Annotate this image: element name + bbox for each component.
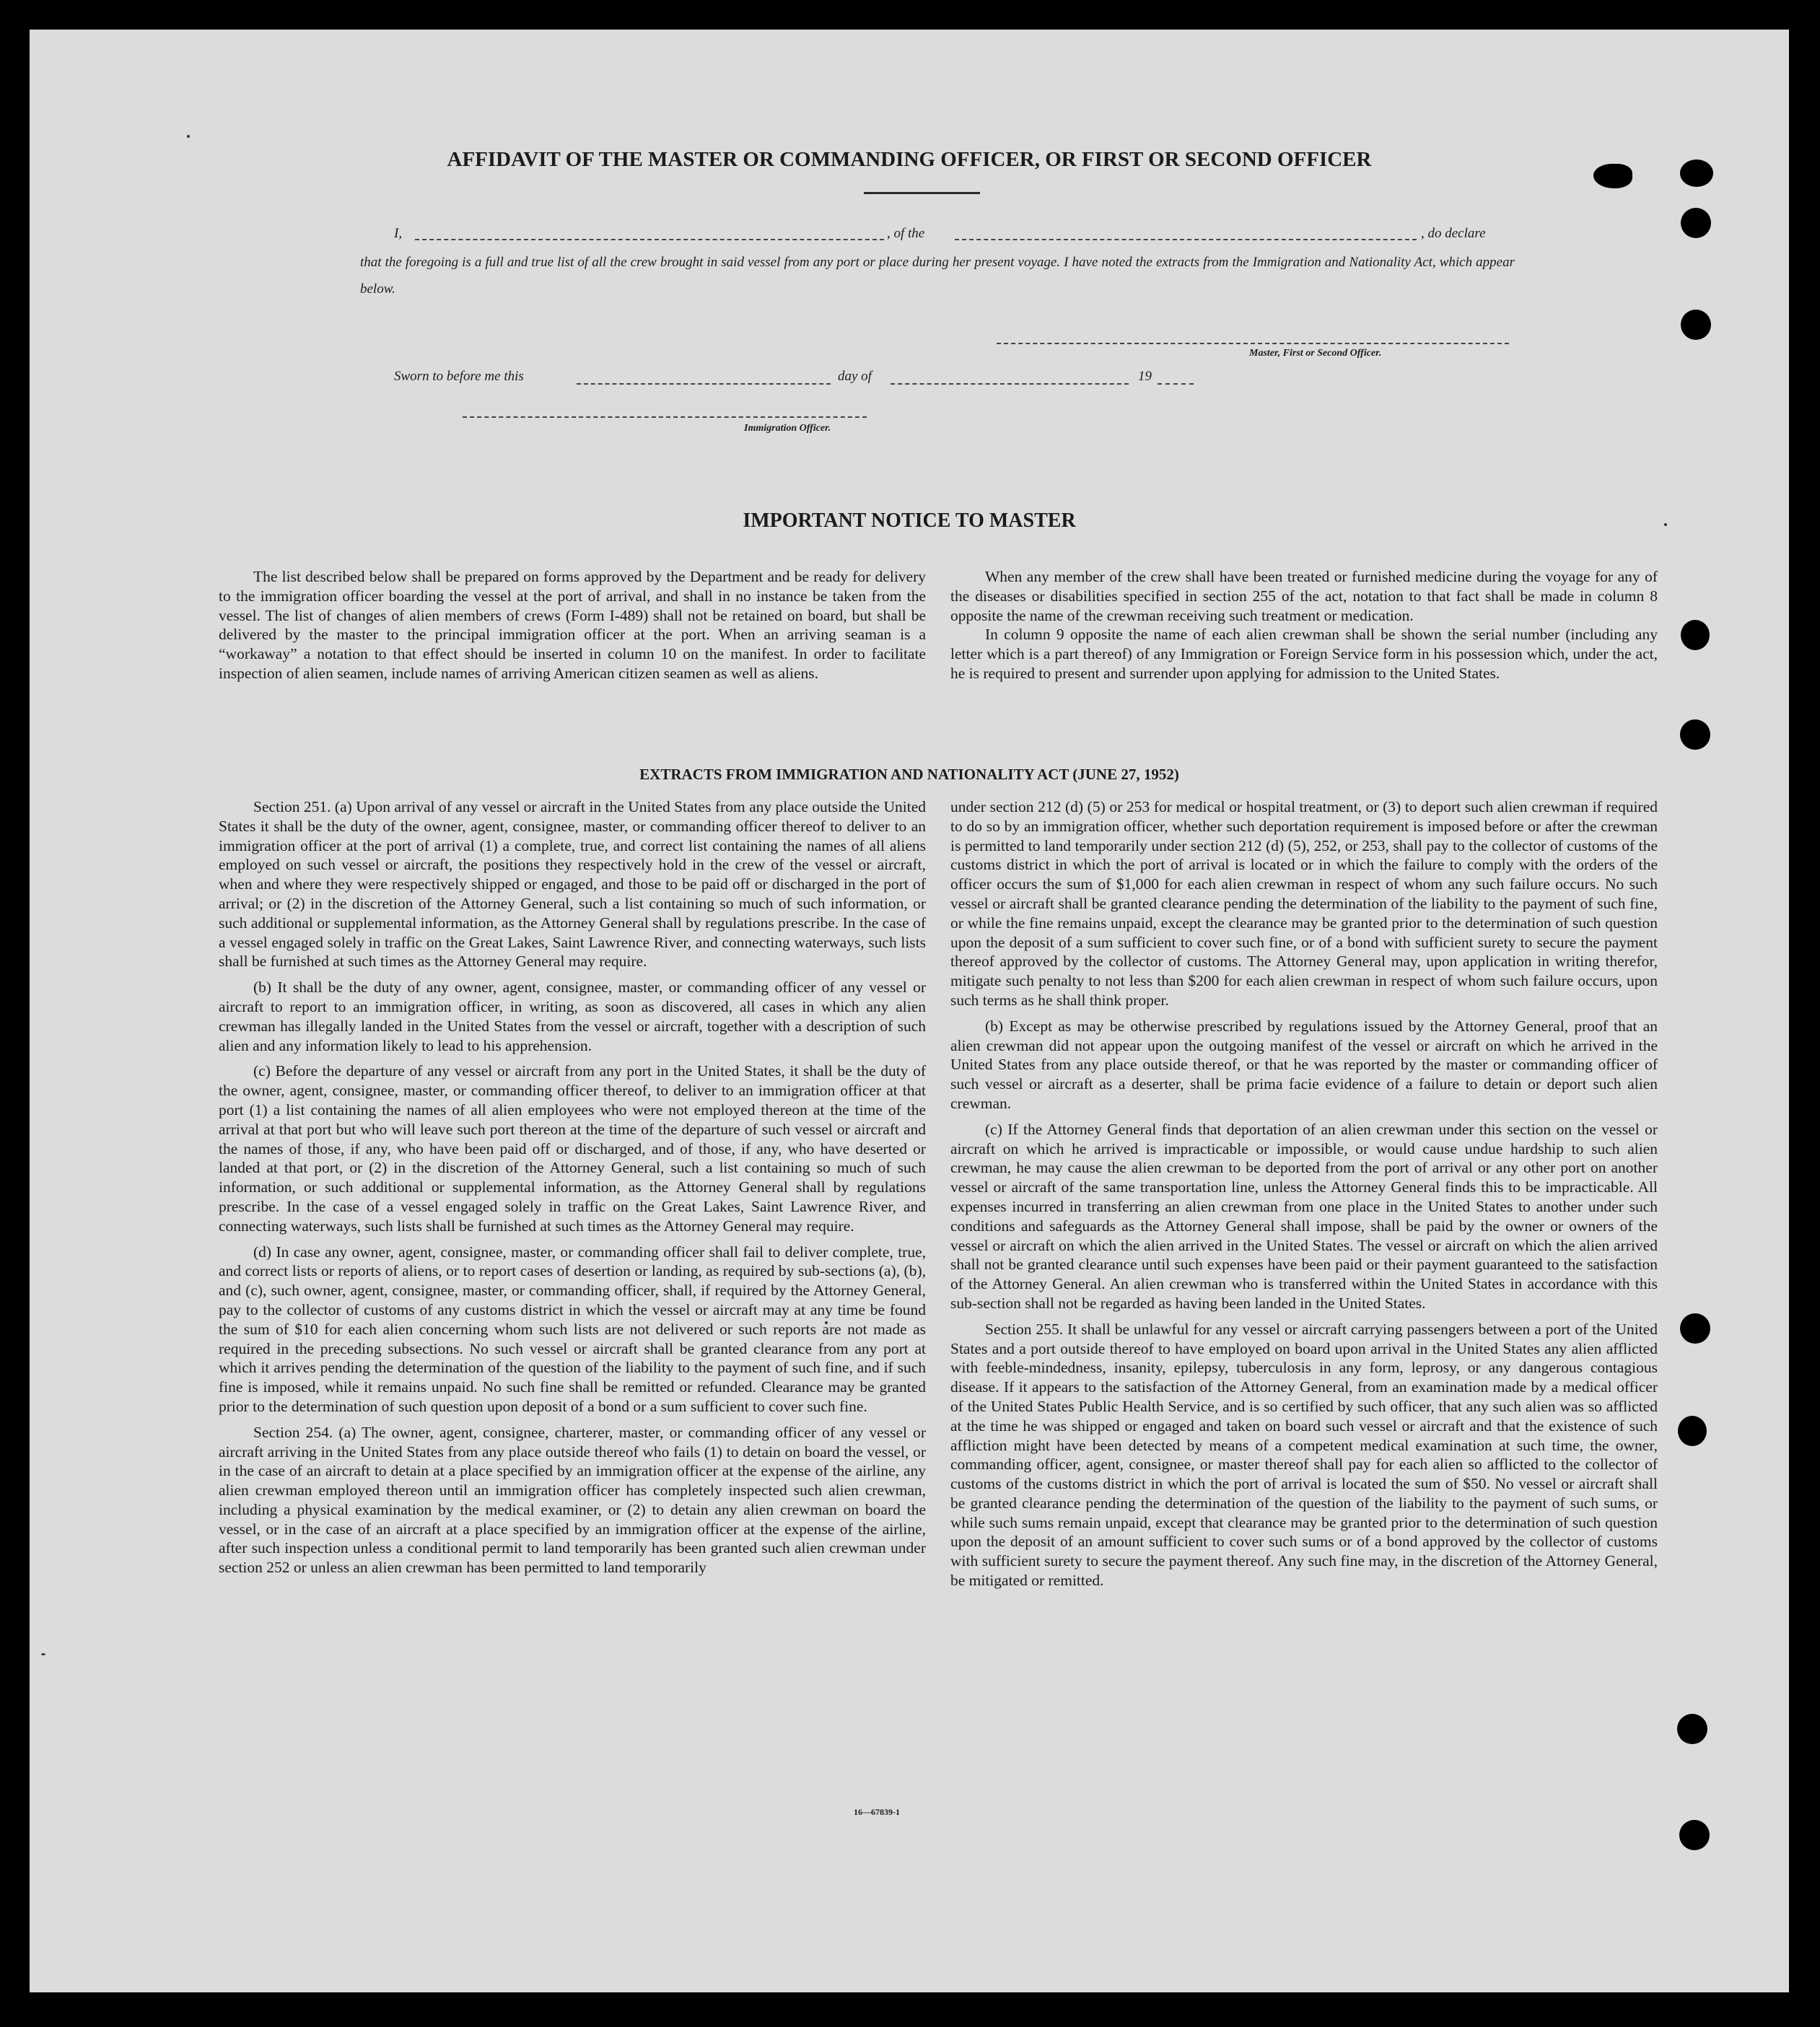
day-of-label: day of	[838, 369, 872, 384]
extracts-right-column	[950, 797, 1658, 1597]
affidavit-of-the-label: , of the	[887, 226, 925, 241]
notice-title: IMPORTANT NOTICE TO MASTER	[743, 509, 1076, 532]
extract-paragraph: Section 255. It shall be unlawful for any vessel or aircraft carrying passengers between a port of the United States and a port outside thereof to have employed on board upon arrival in the United States any alien afflicted with feeble-mindedness, insanity, epilepsy, tuberculosis in any form, leprosy, or any dangerous contagious disease. If it appears to the satisfaction of the Attorney General, from an examination made by a medical officer of the United States Public Health Service, and is so certified by such officer, that any such alien was so afflicted at the time he was shipped or engaged and taken on board such vessel or aircraft and that the existence of such affliction might have been detected by means of a competent medical examination at such time, the owner, commanding officer, agent, consignee, or master thereof shall pay for each alien so afflicted to the collector of customs of the customs district in which the port of arrival is located the sum of $50. No vessel or aircraft shall be granted clearance pending the determination of the question of the liability to the payment of such sums, or while such sums remain unpaid, except that clearance may be granted prior to the determination of such question upon the deposit of an amount sufficient to cover such sums or of a bond approved by the collector of customs with sufficient surety to secure the payment thereof. Any such fine may, in the discretion of the Attorney General, be mitigated or remitted.	[950, 1320, 1658, 1590]
notice-paragraph: When any member of the crew shall have been treated or furnished medicine during the voyage for any of the diseases or disabilities specified in section 255 of the act, notation to that fact shall be made in column 8 opposite the name of the crewman receiving such treatment or medication.	[950, 568, 1658, 624]
title-divider	[864, 192, 980, 194]
extract-paragraph: (c) Before the departure of any vessel or aircraft from any port in the United States, it shall be the duty of the owner, agent, consignee, master, or commanding officer thereof, to deliver to an immigration officer at that port (1) a list containing the names of all alien employees who were not employed thereon at the time of the arrival at that port but who will leave such port thereon at the time of the departure of such vessel or aircraft and the names of those, if any, who have been paid off or discharged, and of those, if any, who have deserted or landed at that port, or (2) in the discretion of the Attorney General, such a list containing so much of such information, or such additional or supplemental information, as the Attorney General shall by regulations prescribe. In the case of a vessel engaged solely in traffic on the Great Lakes, Saint Lawrence River, and connecting waterways, such lists shall be furnished at such times as the Attorney General may require.	[219, 1062, 926, 1235]
sworn-year-blank[interactable]	[1158, 383, 1194, 385]
extract-paragraph: (d) In case any owner, agent, consignee, master, or commanding officer shall fail to deliver complete, true, and correct lists or reports of aliens, or to report cases of desertion or landing, as required by sub-sections (a), (b), and (c), such owner, agent, consignee, master, or commanding officer, shall, if required by the Attorney General, pay to the collector of customs of any customs district in which the vessel or aircraft may at any time be found the sum of $10 for each alien concerning whom such lists are not delivered or such reports are not made as required in the preceding subsections. No such vessel or aircraft shall be granted clearance from any port at which it arrives pending the determination of the question of the liability to the payment of such fine, and if such fine is imposed, while it remains unpaid. No such fine shall be remitted or refunded. Clearance may be granted prior to the determination of such question upon deposit of a bond or a sum sufficient to cover such fine.	[219, 1243, 926, 1415]
notice-paragraph: The list described below shall be prepared on forms approved by the Department and be ready for delivery to the immigration officer boarding the vessel at the port of arrival, and shall in no instance be taken from the vessel. The list of changes of alien members of crews (Form I-489) shall not be retained on board, but shall be delivered by the master to the principal immigration officer at the port. When an arriving seaman is a “workaway” a notation to that effect should be inserted in column 10 on the manifest. In order to facilitate inspection of alien seamen, include names of arriving American citizen seamen as well as aliens.	[219, 568, 926, 682]
punch-hole	[1680, 1313, 1710, 1344]
notice-paragraph: In column 9 opposite the name of each alien crewman shall be shown the serial number (including any letter which is a part thereof) of any Immigration or Foreign Service form in his possession which, under the act, he is required to present and surrender upon applying for admission to the United States.	[950, 626, 1658, 682]
extracts-title: EXTRACTS FROM IMMIGRATION AND NATIONALITY ACT (JUNE 27, 1952)	[639, 766, 1179, 783]
year-label: 19	[1138, 369, 1152, 384]
punch-hole	[1678, 1416, 1707, 1446]
notice-right-column	[950, 567, 1658, 690]
speck	[187, 135, 190, 138]
extracts-left-column	[219, 797, 926, 1584]
punch-hole	[1679, 1820, 1710, 1850]
affidavit-i-label: I,	[394, 226, 403, 241]
vessel-blank[interactable]	[955, 239, 1417, 240]
sworn-label: Sworn to before me this	[394, 369, 524, 384]
notice-left-column	[219, 567, 926, 690]
extract-paragraph: (b) It shall be the duty of any owner, agent, consignee, master, or commanding officer of any vessel or aircraft to report to an immigration officer, in writing, as soon as discovered, all cases in which any alien crewman has illegally landed in the United States from the vessel or aircraft, together with a description of such alien and any information likely to lead to his apprehension.	[219, 979, 926, 1054]
master-signature-label: Master, First or Second Officer.	[1249, 348, 1382, 359]
punch-hole	[1680, 719, 1710, 750]
extract-paragraph: (b) Except as may be otherwise prescribed by regulations issued by the Attorney General, proof that an alien crewman did not appear upon the outgoing manifest of the vessel or aircraft on which he arrived in the United States from any place outside thereof, or that he was reported by the master or commanding officer of such vessel or aircraft as a deserter, shall be prima facie evidence of a failure to detain or deport such alien crewman.	[950, 1017, 1658, 1112]
affidavit-title: AFFIDAVIT OF THE MASTER OR COMMANDING OFFICER, OR FIRST OR SECOND OFFICER	[447, 148, 1372, 171]
punch-hole	[1681, 620, 1710, 650]
extract-paragraph: (c) If the Attorney General finds that deportation of an alien crewman under this section on the vessel or aircraft on which he arrived is impracticable or impossible, or would cause undue hardship to such alien crewman, he may cause the alien crewman to be deported from the port of arrival or any other port on another vessel or aircraft of the same transportation line, unless the Attorney General finds this to be impracticable. All expenses incurred in transferring an alien crewman from one place in the United States to another under such conditions and safeguards as the Attorney General shall impose, shall be paid by the owner or owners of the vessel or aircraft on which the alien arrived in the United States. The vessel or aircraft on which the alien arrived shall not be granted clearance until such expenses have been paid or their payment guaranteed to the satisfaction of the Attorney General. An alien crewman who is transferred within the United States in accordance with this sub-section shall not be regarded as having been landed in the United States.	[950, 1120, 1658, 1312]
officer-signature-label: Immigration Officer.	[744, 423, 831, 434]
master-signature-line[interactable]	[997, 343, 1509, 344]
sworn-day-blank[interactable]	[577, 383, 831, 385]
name-blank[interactable]	[415, 239, 884, 240]
affidavit-declaration: that the foregoing is a full and true list of all the crew brought in said vessel from any port or place during her present voyage. I have noted the extracts from the Immigration and Nationality Act, which appear below.	[360, 255, 1515, 297]
sworn-month-blank[interactable]	[891, 383, 1129, 385]
speck	[41, 1653, 45, 1655]
affidavit-do-declare-label: , do declare	[1421, 226, 1486, 241]
punch-hole	[1681, 310, 1711, 340]
extract-paragraph: Section 254. (a) The owner, agent, consignee, charterer, master, or commanding officer of any vessel or aircraft arriving in the United States from any place outside thereof who fails (1) to detain on board the vessel, or in the case of an aircraft to detain at a place specified by an immigration officer at the expense of the airline, any alien crewman employed thereon until an immigration officer has completely inspected such alien crewman, including a physical examination by the medical examiner, or (2) to detain any alien crewman on board the vessel, or in the case of an aircraft at a place specified by an immigration officer at the expense of the airline, after such inspection unless a conditional permit to land temporarily has been granted such alien crewman under section 252 or unless an alien crewman has been permitted to land temporarily	[219, 1423, 926, 1577]
extract-paragraph: Section 251. (a) Upon arrival of any vessel or aircraft in the United States from any place outside the United States it shall be the duty of the owner, agent, consignee, master, or commanding officer thereof to deliver to an immigration officer at the port of arrival (1) a complete, true, and correct list containing the names of all aliens employed on such vessel or aircraft, the positions they respectively hold in the crew of the vessel or aircraft, when and where they were respectively shipped or engaged, and those to be paid off or discharged in the port of arrival; or (2) in the discretion of the Attorney General, such a list containing so much of such information, or such additional or supplemental information, as the Attorney General shall by regulations prescribe. In the case of a vessel engaged solely in traffic on the Great Lakes, Saint Lawrence River, and connecting waterways, such lists shall be furnished at such times as the Attorney General may require.	[219, 798, 926, 971]
extract-paragraph: under section 212 (d) (5) or 253 for medical or hospital treatment, or (3) to deport such alien crewman if required to do so by an immigration officer, whether such deportation requirement is imposed before or after the crewman is permitted to land temporarily under section 212 (d) (5), 252, or 253, shall pay to the collector of customs of the customs district in which the port of arrival is located or in which the failure to comply with the orders of the officer occurs the sum of $1,000 for each alien crewman in respect of whom any such failure occurs. No such vessel or aircraft shall be granted clearance pending the determination of the liability to the payment of such fine, or while the fine remains unpaid, except the clearance may be granted prior to the determination of such question upon the deposit of a sum sufficient to cover such fine, or of a bond with sufficient surety to secure the payment thereof approved by the collector of customs. The Attorney General may, upon application in writing therefor, mitigate such penalty to not less than $200 for each alien crewman in respect of whom such failure occurs, upon such terms as he shall think proper.	[950, 798, 1658, 1009]
punch-hole	[1681, 208, 1711, 238]
officer-signature-line[interactable]	[463, 416, 867, 418]
punch-hole	[1677, 1714, 1707, 1744]
document-page	[30, 30, 1789, 1992]
form-code: 16—67839-1	[854, 1807, 900, 1817]
